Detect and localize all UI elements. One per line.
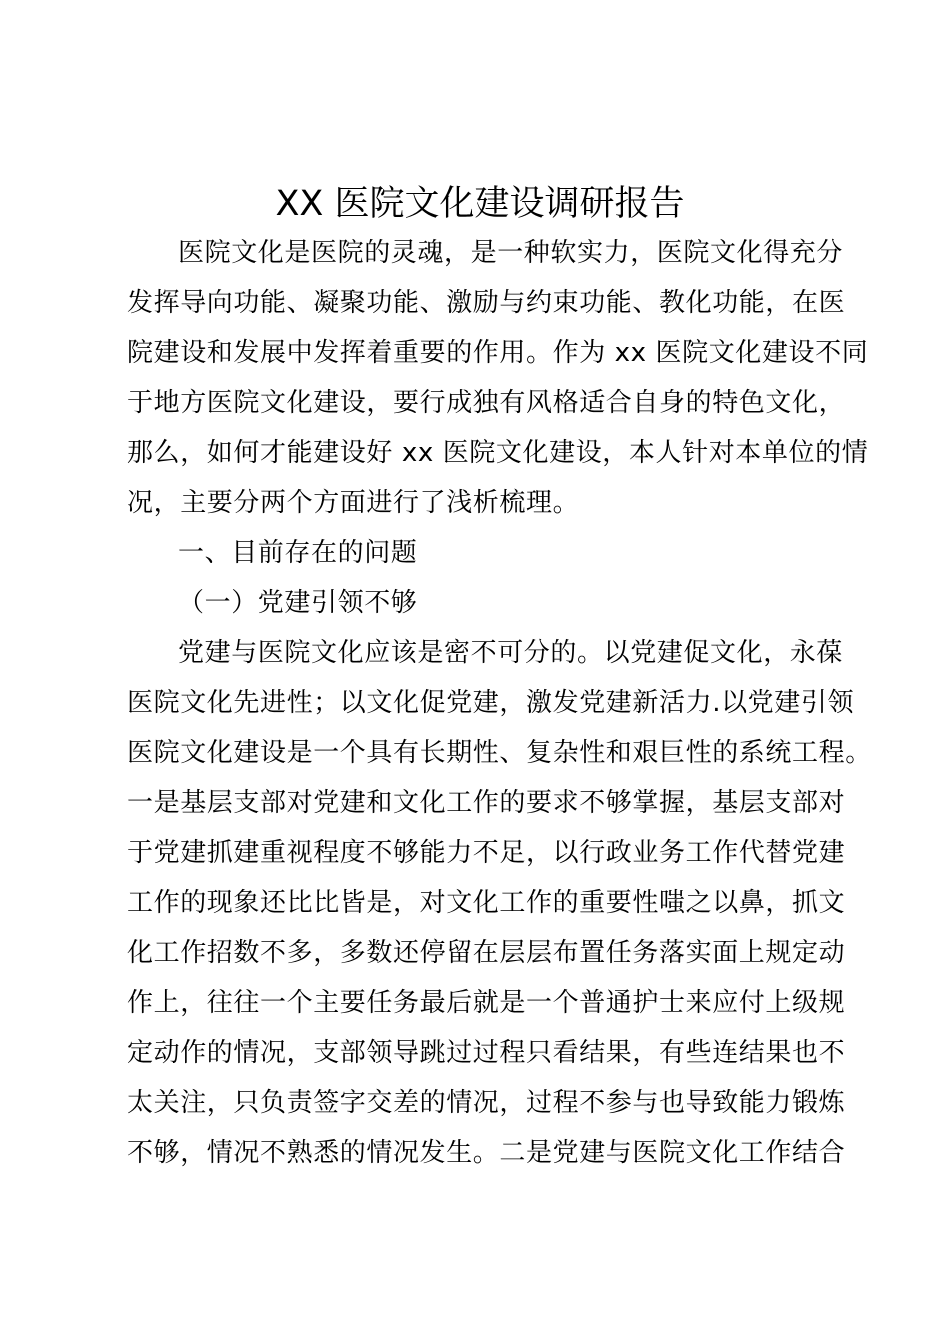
paragraph-1-line-1: 医院文化是医院的灵魂，是一种软实力，医院文化得充分 xyxy=(178,238,844,268)
paragraph-2-line-11: 不够，情况不熟悉的情况发生。二是党建与医院文化工作结合 xyxy=(127,1138,846,1168)
paragraph-1-line-4: 于地方医院文化建设，要行成独有风格适合自身的特色文化， xyxy=(127,388,846,418)
paragraph-2-line-8: 作上，往往一个主要任务最后就是一个普通护士来应付上级规 xyxy=(127,988,846,1018)
subsection-heading-1: （一）党建引领不够 xyxy=(178,588,418,618)
paragraph-1-line-2: 发挥导向功能、凝聚功能、激励与约束功能、教化功能，在医 xyxy=(127,288,846,318)
paragraph-2-line-5: 于党建抓建重视程度不够能力不足，以行政业务工作代替党建 xyxy=(127,838,846,868)
paragraph-2-line-1: 党建与医院文化应该是密不可分的。以党建促文化，永葆 xyxy=(178,638,844,668)
paragraph-2-line-2: 医院文化先进性；以文化促党建，激发党建新活力.以党建引领 xyxy=(127,688,855,718)
paragraph-1-line-3: 院建设和发展中发挥着重要的作用。作为 xx 医院文化建设不同 xyxy=(127,338,869,368)
paragraph-2-line-9: 定动作的情况，支部领导跳过过程只看结果，有些连结果也不 xyxy=(127,1038,846,1068)
document-title: XX 医院文化建设调研报告 xyxy=(275,184,685,224)
paragraph-2-line-6: 工作的现象还比比皆是，对文化工作的重要性嗤之以鼻，抓文 xyxy=(127,888,846,918)
paragraph-2-line-4: 一是基层支部对党建和文化工作的要求不够掌握，基层支部对 xyxy=(127,788,846,818)
section-heading-1: 一、目前存在的问题 xyxy=(178,538,418,568)
paragraph-2-line-7: 化工作招数不多，多数还停留在层层布置任务落实面上规定动 xyxy=(127,938,846,968)
paragraph-1-line-6: 况，主要分两个方面进行了浅析梳理。 xyxy=(127,488,580,518)
paragraph-2-line-3: 医院文化建设是一个具有长期性、复杂性和艰巨性的系统工程。 xyxy=(127,738,872,768)
paragraph-1-line-5: 那么，如何才能建设好 xx 医院文化建设，本人针对本单位的情 xyxy=(127,438,869,468)
paragraph-2-line-10: 太关注，只负责签字交差的情况，过程不参与也导致能力锻炼 xyxy=(127,1088,846,1118)
